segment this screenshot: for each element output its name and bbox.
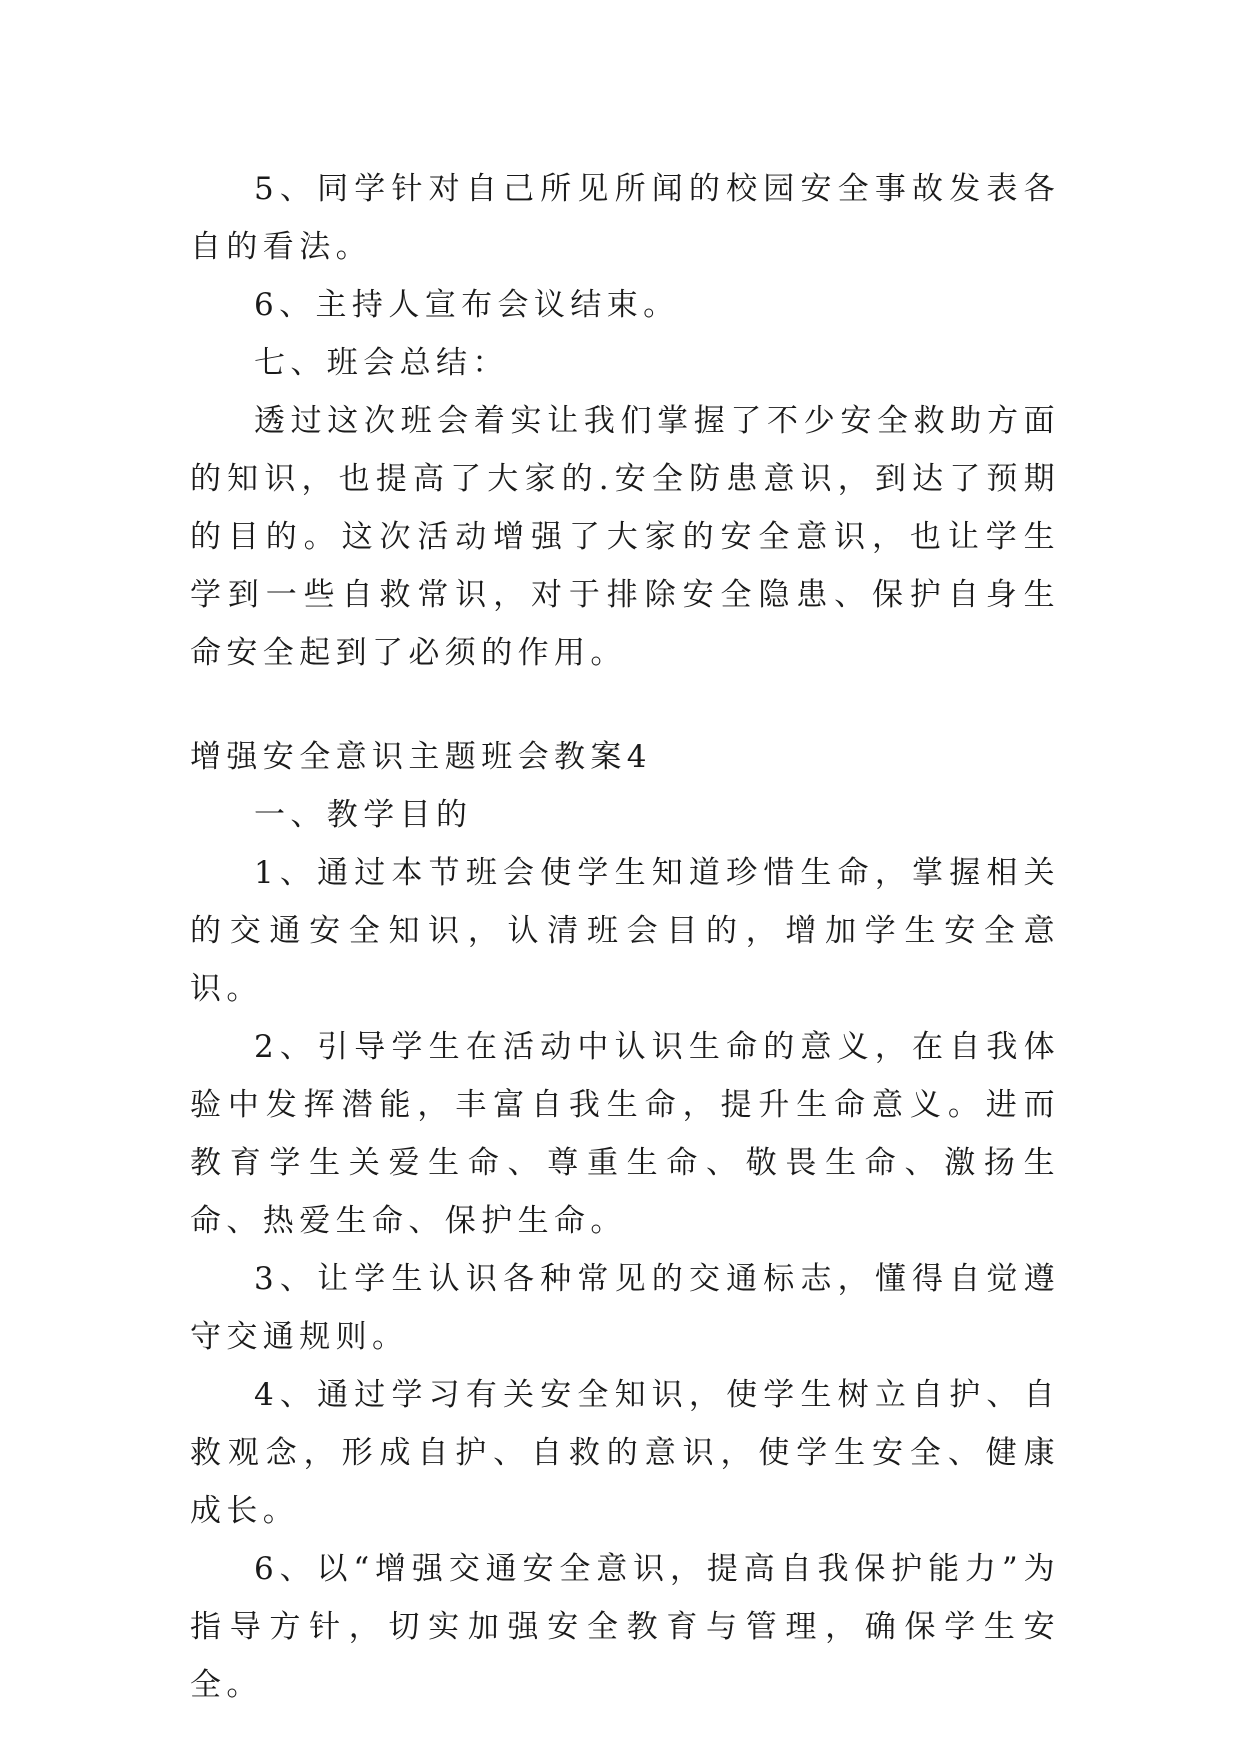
- objective-4: 4、通过学习有关安全知识，使学生树立自护、自救观念，形成自护、自救的意识，使学生安全、健康成长。: [190, 1377, 1060, 1529]
- objective-2: 2、引导学生在活动中认识生命的意义，在自我体验中发挥潜能，丰富自我生命，提升生命意义。进而教育学生关爱生命、尊重生命、敬畏生命、激扬生命、热爱生命、保护生命。: [190, 1029, 1060, 1239]
- objective-3: 3、让学生认识各种常见的交通标志，懂得自觉遵守交通规则。: [190, 1261, 1060, 1355]
- section-spacer: [190, 682, 1060, 728]
- objective-6: 6、以“增强交通安全意识，提高自我保护能力”为指导方针，切实加强安全教育与管理，确保学生安全。: [190, 1551, 1060, 1703]
- objectives-heading: 一、教学目的: [254, 797, 473, 833]
- summary-heading: 七、班会总结：: [254, 345, 509, 381]
- section-title: 增强安全意识主题班会教案4: [190, 739, 652, 775]
- paragraph-item-5: 5、同学针对自己所见所闻的校园安全事故发表各自的看法。: [190, 171, 1060, 265]
- summary-paragraph: 透过这次班会着实让我们掌握了不少安全救助方面的知识，也提高了大家的.安全防患意识，到达了预期的目的。这次活动增强了大家的安全意识，也让学生学到一些自救常识，对于排除安全隐患、保护自身生命安全起到了必须的作用。: [190, 403, 1060, 671]
- paragraph-item-6: 6、主持人宣布会议结束。: [254, 287, 680, 323]
- document-body: [190, 160, 1060, 1714]
- objective-1: 1、通过本节班会使学生知道珍惜生命，掌握相关的交通安全知识，认清班会目的，增加学生安全意识。: [190, 855, 1060, 1007]
